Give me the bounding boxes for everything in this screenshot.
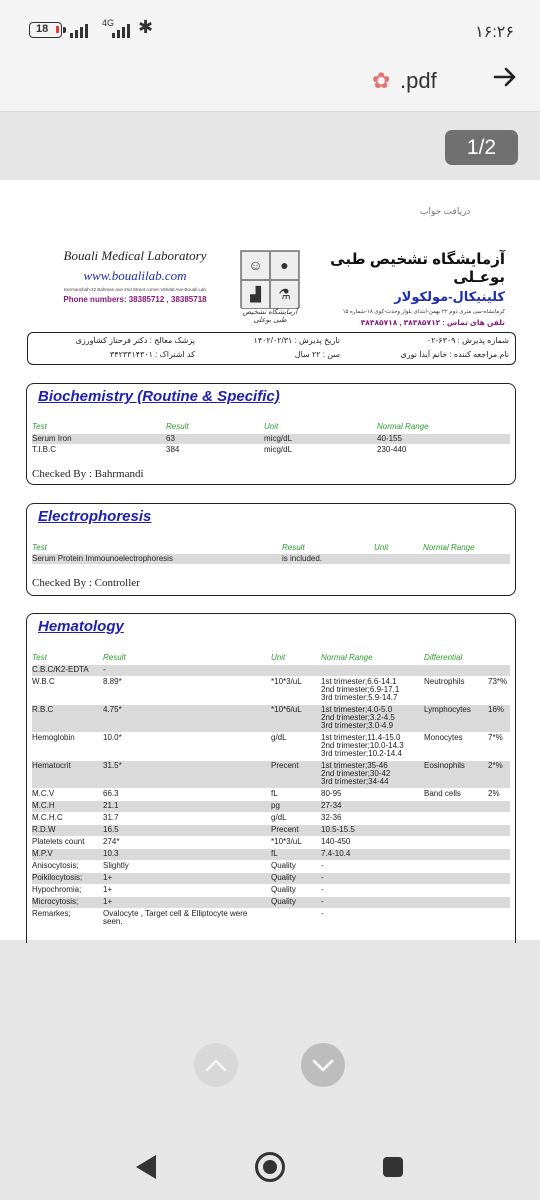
section-title: Hematology <box>38 618 124 635</box>
subscription-code: کد اشتراک : ۳۴۲۳۳۱۴۳۰۱ <box>109 350 195 359</box>
logo-drop-icon: ● <box>270 251 299 280</box>
admission-number: شماره پذیرش : ۶۳۰۹-۰۲ <box>427 336 509 345</box>
cell-result: 1+ <box>103 897 113 906</box>
cell-unit: fL <box>271 789 278 798</box>
cell-result: 4.75* <box>103 705 122 714</box>
cell-range: - <box>321 873 324 882</box>
logo-lab-icon: ⚗ <box>270 280 299 309</box>
battery-icon <box>29 22 62 38</box>
cell-test: M.P.V <box>32 849 53 858</box>
received-label: دریافت جواب <box>420 206 471 216</box>
nav-back-button[interactable] <box>136 1155 156 1179</box>
table-row <box>32 837 510 848</box>
cell-range: - <box>321 909 324 918</box>
cell-test: Hypochromia; <box>32 885 82 894</box>
scroll-down-button[interactable] <box>301 1043 345 1087</box>
lab-name-fa: آزمایشگاه تشخیص طبی بوعـلی <box>330 251 505 286</box>
cell-diff: Lymphocytes <box>424 705 471 714</box>
admission-date: تاریخ پذیرش : ۱۴۰۲/۰۲/۳۱ <box>253 336 340 345</box>
forward-arrow-button[interactable] <box>488 64 522 98</box>
clock: ۱۶:۲۶ <box>475 24 514 41</box>
cell-test: Platelets count <box>32 837 85 846</box>
cell-diff: Band cells <box>424 789 461 798</box>
cell-result: 31.7 <box>103 813 119 822</box>
cell-result: Ovalocyte , Target cell & Elliptocyte were seen. <box>103 909 248 926</box>
table-header: Test Result Unit Normal Range <box>32 422 429 431</box>
lab-logo <box>240 250 300 308</box>
logo-building-icon: ▟ <box>241 280 270 309</box>
cell-test: Hemoglobin <box>32 733 75 742</box>
lab-header-en <box>40 248 230 304</box>
table-row <box>32 849 510 860</box>
bluetooth-icon: ✱ <box>138 17 154 37</box>
biochemistry-section <box>26 383 516 485</box>
pdf-page[interactable] <box>0 180 540 940</box>
cell-range: 27-34 <box>321 801 342 810</box>
cell-unit: fL <box>271 849 278 858</box>
logo-portrait-icon: ☺ <box>241 251 270 280</box>
table-row <box>32 733 510 760</box>
table-row <box>32 825 510 836</box>
cell-range: 1st trimester;35-46 2nd trimester;30-42 3rd trimester;34-44 <box>321 761 391 786</box>
cell-result: 10.0* <box>103 733 122 742</box>
table-row <box>32 761 510 788</box>
cell-unit: Quality <box>271 885 296 894</box>
cell-unit: Precent <box>271 825 299 834</box>
chevron-down-icon <box>311 1055 335 1075</box>
cell-result: 31.5* <box>103 761 122 770</box>
cell-range: 80-95 <box>321 789 342 798</box>
patient-name: نام مراجعه کننده : خانم آیدا نوری <box>400 350 509 359</box>
cell-range: - <box>321 897 324 906</box>
patient-age: سن : ۲۲ سال <box>294 350 340 359</box>
cell-unit: *10*3/uL <box>271 837 302 846</box>
cell-diff-val: 7*% <box>488 733 503 742</box>
checked-by: Checked By : Bahrmandi <box>32 468 144 480</box>
cell-diff-val: 2*% <box>488 761 503 770</box>
cell-result: 16.5 <box>103 825 119 834</box>
table-row: Serum Iron 63 micg/dL 40-155 <box>32 434 510 444</box>
cell-test: Poikilocytosis; <box>32 873 83 882</box>
table-row <box>32 861 510 872</box>
scroll-up-button[interactable] <box>194 1043 238 1087</box>
cell-unit: g/dL <box>271 733 287 742</box>
cell-range: - <box>321 861 324 870</box>
page-counter: 1/2 <box>445 130 518 165</box>
file-title: .pdf <box>400 68 437 93</box>
lab-phone-en: Phone numbers: 38385712 , 38385718 <box>63 295 207 304</box>
cell-diff-val: 16% <box>488 705 505 714</box>
table-row <box>32 813 510 824</box>
battery-nub <box>63 27 66 33</box>
cell-diff: Monocytes <box>424 733 463 742</box>
table-row <box>32 705 510 732</box>
cell-result: - <box>103 665 106 674</box>
cell-result: Slightly <box>103 861 129 870</box>
table-row <box>32 801 510 812</box>
nav-home-button[interactable] <box>255 1152 285 1182</box>
cell-test: M.C.H.C <box>32 813 63 822</box>
cell-test: M.C.H <box>32 801 55 810</box>
cell-unit: Quality <box>271 897 296 906</box>
lab-phone-fa: تلفن های تماس : ۳۸۳۸۵۷۱۲ , ۳۸۳۸۵۷۱۸ <box>360 318 505 327</box>
cell-test: R.D.W <box>32 825 56 834</box>
cell-diff-val: 73*% <box>488 677 508 686</box>
cell-range: 32-36 <box>321 813 342 822</box>
signal-icon-2 <box>112 20 130 38</box>
table-row <box>32 665 510 676</box>
cell-range: - <box>321 885 324 894</box>
electrophoresis-section <box>26 503 516 596</box>
section-title: Biochemistry (Routine & Specific) <box>38 388 280 405</box>
cell-test: M.C.V <box>32 789 55 798</box>
table-header: Test Result Unit Normal Range Differential <box>32 653 463 662</box>
app-bar <box>0 60 540 112</box>
cell-diff-val: 2% <box>488 789 500 798</box>
table-row <box>32 909 510 928</box>
section-title: Electrophoresis <box>38 508 152 525</box>
logo-caption: آزمایشگاه تشخیص طبی بوعلی <box>242 309 298 324</box>
cell-unit: pg <box>271 801 280 810</box>
cell-result: 1+ <box>103 873 113 882</box>
signal-icon <box>70 20 88 38</box>
table-row: Serum Protein Immounoelectrophoresis is included. <box>32 554 510 564</box>
battery-level: 18 <box>36 23 49 35</box>
lab-name-en: Bouali Medical Laboratory <box>63 248 207 263</box>
flower-icon: ✿ <box>372 68 391 93</box>
table-header: Test Result Unit Normal Range <box>32 543 475 552</box>
cell-test: Microcytosis; <box>32 897 79 906</box>
cell-unit: *10*3/uL <box>271 677 302 686</box>
lab-address-en: Kermanshah-22 Bahman ave-2nd Street corner-Vahdat Ave-Bouali Lab <box>64 287 206 292</box>
lab-address-fa: کرمانشاه-سی متری دوم ۲۲ بهمن-ابتدای بلوار وحدت-کوی ۱۸-شماره ۱۵ <box>342 309 505 315</box>
cell-result: 10.3 <box>103 849 119 858</box>
table-row <box>32 677 510 704</box>
cell-test: C.B.C/K2-EDTA <box>32 665 89 674</box>
cell-result: 66.3 <box>103 789 119 798</box>
cell-test: Anisocytosis; <box>32 861 79 870</box>
cell-diff: Eosinophils <box>424 761 465 770</box>
cell-range: 1st trimester;4.0-5.0 2nd trimester;3.2-4.5 3rd trimester;3.0-4.9 <box>321 705 395 730</box>
arrow-right-icon <box>492 64 518 90</box>
doctor-name: پزشک معالج : دکتر فرحناز کشاورزی <box>75 336 195 345</box>
nav-recent-button[interactable] <box>383 1157 403 1177</box>
cell-result: 1+ <box>103 885 113 894</box>
status-bar <box>0 0 540 60</box>
cell-test: Hematocrit <box>32 761 71 770</box>
table-row <box>32 873 510 884</box>
cell-range: 10.5-15.5 <box>321 825 355 834</box>
lab-header-fa <box>310 250 505 327</box>
table-row <box>32 897 510 908</box>
network-type: 4G <box>102 18 115 28</box>
cell-unit: g/dL <box>271 813 287 822</box>
cell-unit: Quality <box>271 873 296 882</box>
chevron-up-icon <box>204 1055 228 1075</box>
checked-by: Checked By : Controller <box>32 577 140 589</box>
cell-test: W.B.C <box>32 677 55 686</box>
cell-range: 1st trimester;11.4-15.0 2nd trimester;10.0-14.3 3rd trimester;10.2-14.4 <box>321 733 404 758</box>
table-row: T.I.B.C 384 micg/dL 230-440 <box>32 445 407 454</box>
cell-result: 274* <box>103 837 120 846</box>
cell-unit: Quality <box>271 861 296 870</box>
cell-result: 8.89* <box>103 677 122 686</box>
cell-test: R.B.C <box>32 705 54 714</box>
cell-diff: Neutrophils <box>424 677 465 686</box>
table-row <box>32 789 510 800</box>
cell-result: 21.1 <box>103 801 119 810</box>
cell-unit: Precent <box>271 761 299 770</box>
cell-unit: *10*6/uL <box>271 705 302 714</box>
cell-range: 7.4-10.4 <box>321 849 351 858</box>
cell-range: 1st trimester;6.6-14.1 2nd trimester;6.9-17.1 3rd trimester;5.9-14.7 <box>321 677 400 702</box>
lab-subtitle-fa: کلینیکال-مولکولار <box>394 289 505 304</box>
lab-website: www.boualilab.com <box>83 268 187 283</box>
cell-range: 140-450 <box>321 837 351 846</box>
cell-test: Remarkes; <box>32 909 71 918</box>
table-row <box>32 885 510 896</box>
patient-info <box>27 332 516 365</box>
hematology-section <box>26 613 516 943</box>
